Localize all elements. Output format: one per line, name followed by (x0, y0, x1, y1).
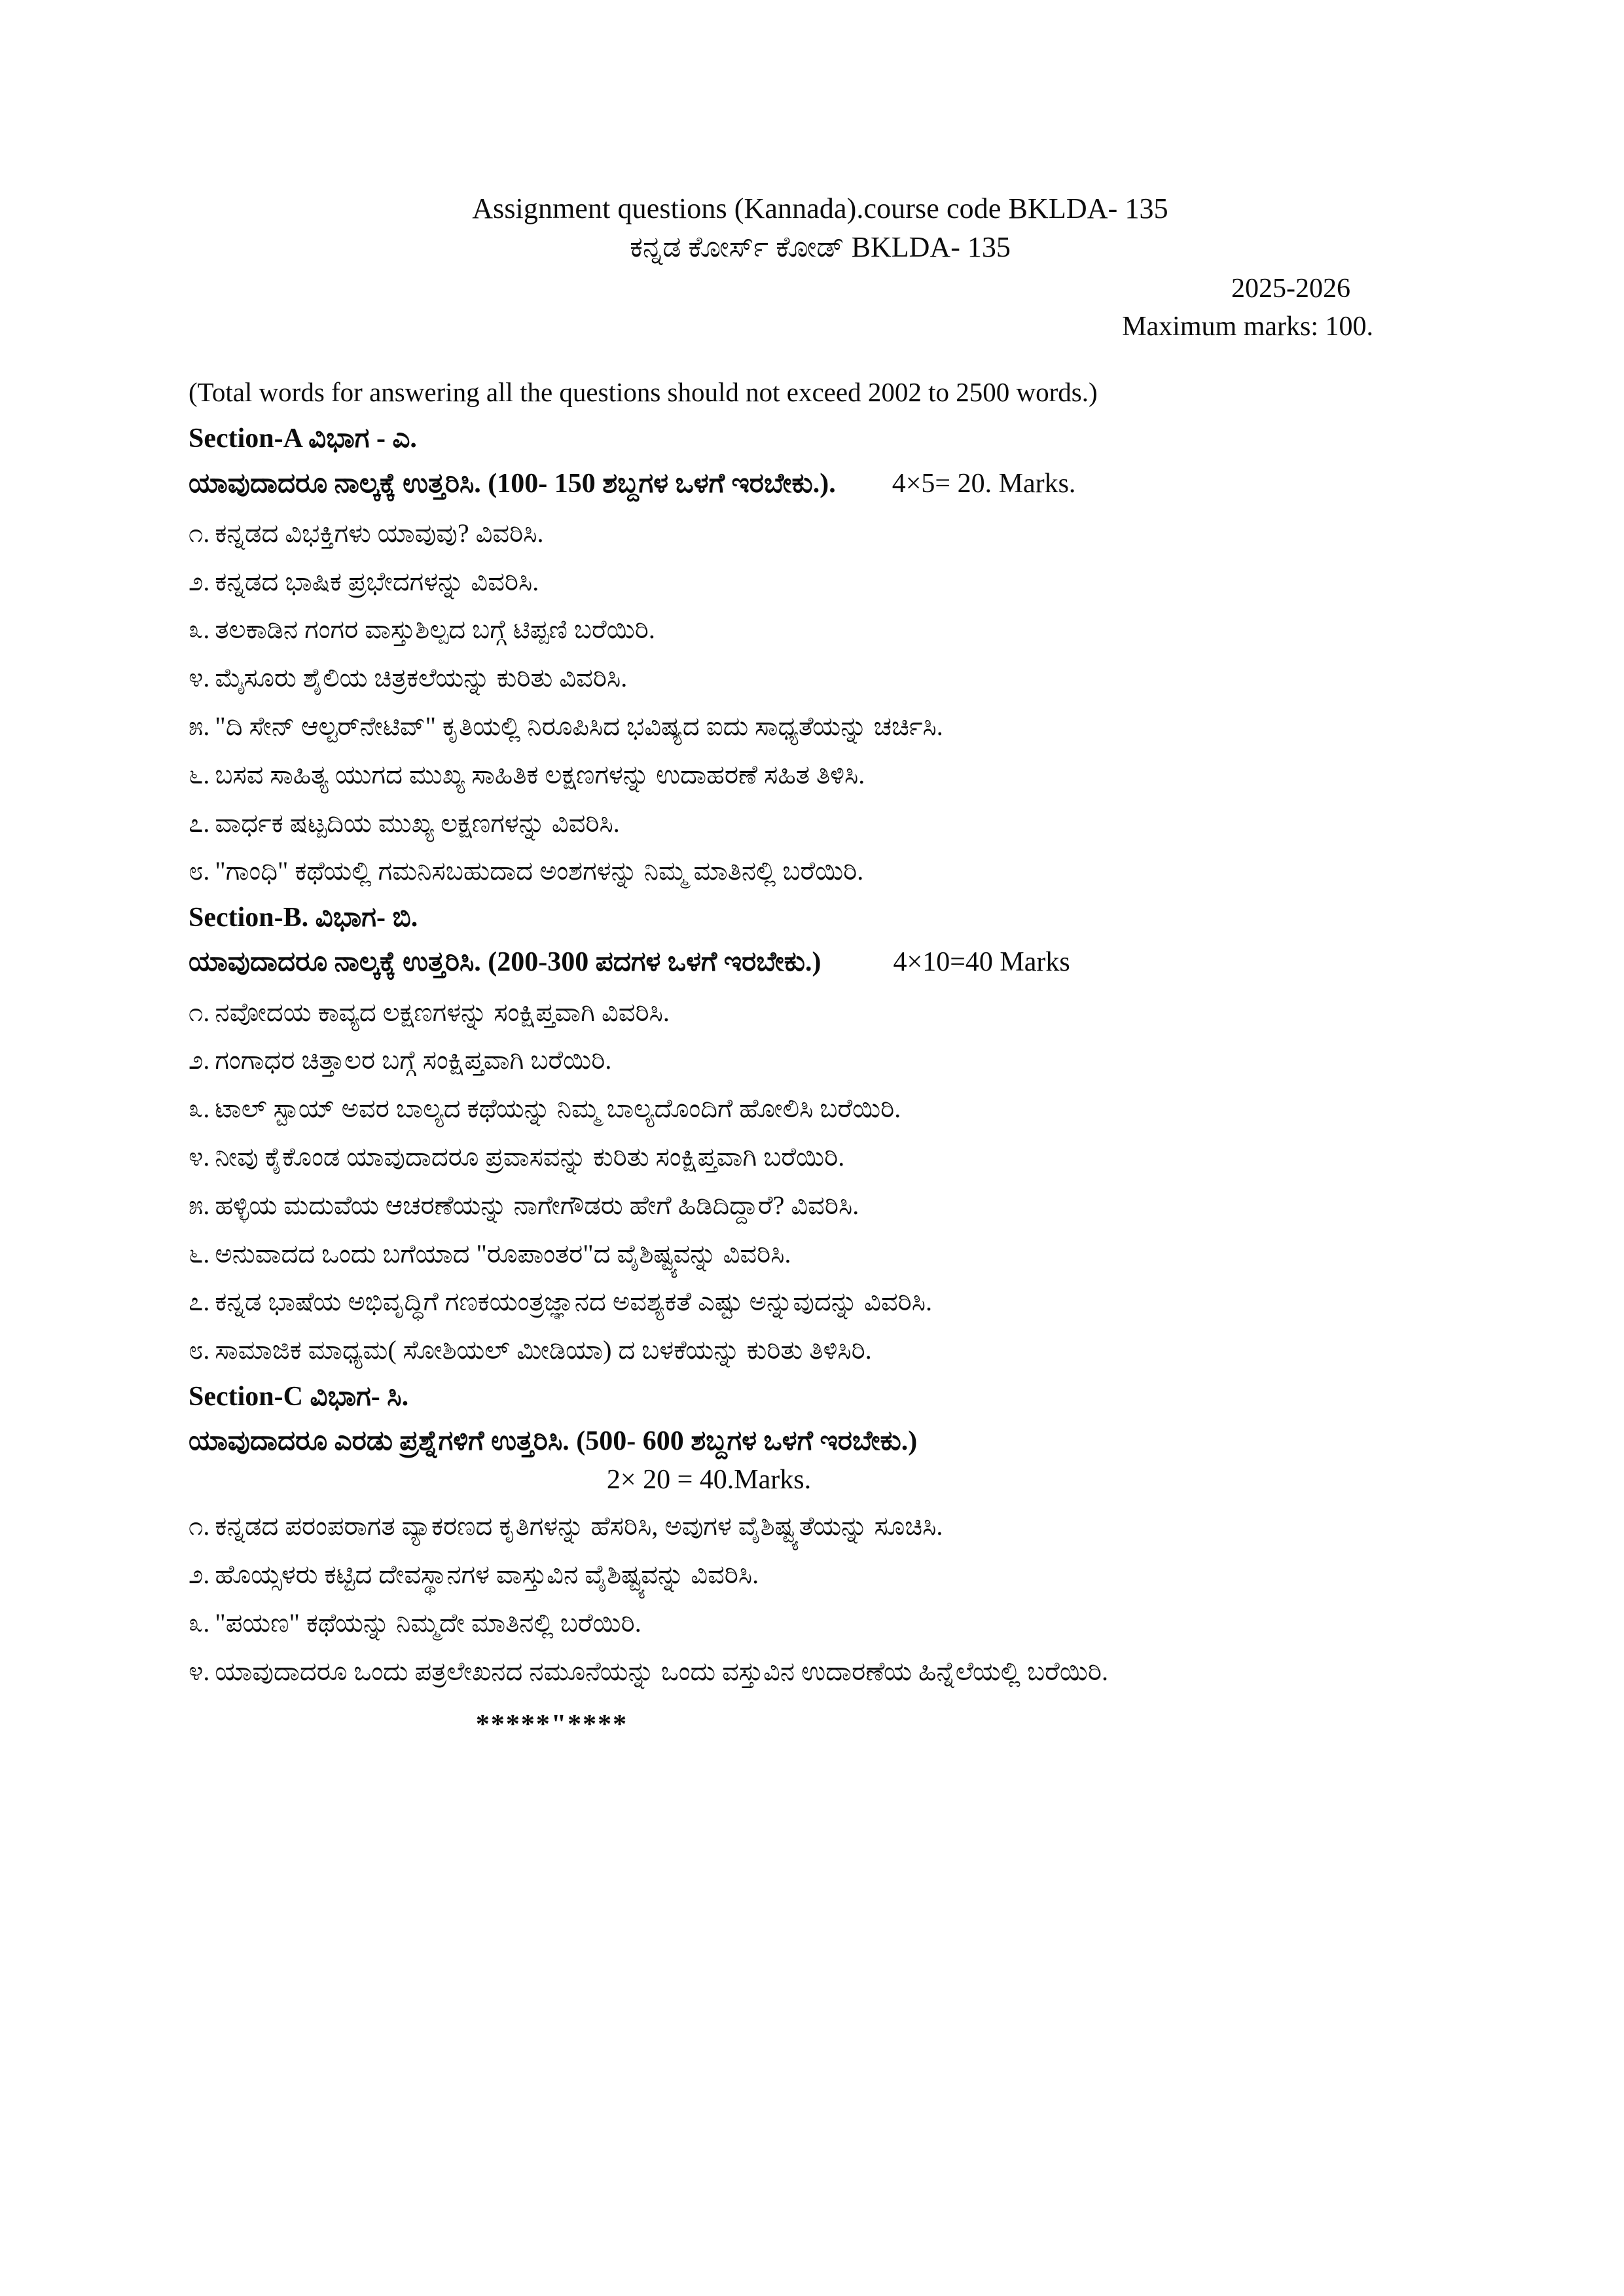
section-a-marks: 4×5= 20. Marks. (892, 468, 1076, 499)
question-text: ತಲಕಾಡಿನ ಗಂಗರ ವಾಸ್ತುಶಿಲ್ಪದ ಬಗ್ಗೆ ಟಿಪ್ಪಣಿ ಬರೆಯಿರಿ. (215, 615, 655, 645)
question-text: ನೀವು ಕೈಕೊಂಡ ಯಾವುದಾದರೂ ಪ್ರವಾಸವನ್ನು ಕುರಿತು ಸಂಕ್ಷಿಪ್ತವಾಗಿ ಬರೆಯಿರಿ. (215, 1141, 845, 1172)
question-number: ೧. (189, 1511, 210, 1541)
footer-separator: *****"**** (475, 1709, 628, 1740)
question-text: ಅನುವಾದದ ಒಂದು ಬಗೆಯಾದ "ರೂಪಾಂತರ"ದ ವೈಶಿಷ್ಟ್ಯವನ್ನು ವಿವರಿಸಿ. (215, 1238, 791, 1268)
question-number: ೬. (189, 1238, 210, 1268)
question-number: ೨. (189, 566, 210, 596)
question-text: ಕನ್ನಡದ ಪರಂಪರಾಗತ ವ್ಯಾಕರಣದ ಕೃತಿಗಳನ್ನು ಹೆಸರಿಸಿ, ಅವುಗಳ ವೈಶಿಷ್ಟ್ಯತೆಯನ್ನು ಸೂಚಿಸಿ. (215, 1511, 943, 1541)
section-b (189, 899, 1452, 1368)
question-number: ೨. (189, 1045, 210, 1075)
section-c-marks: 2× 20 = 40.Marks. (606, 1465, 812, 1496)
question-text: ನವೋದಯ ಕಾವ್ಯದ ಲಕ್ಷಣಗಳನ್ನು ಸಂಕ್ಷಿಪ್ತವಾಗಿ ವಿವರಿಸಿ. (215, 997, 670, 1027)
list-item (189, 516, 1452, 551)
list-item (189, 1606, 1452, 1641)
document-content (189, 190, 1452, 1740)
section-b-question-list (189, 996, 1452, 1368)
list-item (189, 1237, 1452, 1272)
question-text: ಮೈಸೂರು ಶೈಲಿಯ ಚಿತ್ರಕಲೆಯನ್ನು ಕುರಿತು ವಿವರಿಸಿ. (215, 663, 628, 693)
list-item (189, 565, 1452, 600)
list-item (189, 854, 1452, 889)
question-number: ೧. (189, 518, 210, 548)
list-item (189, 1189, 1452, 1223)
list-item (189, 613, 1452, 647)
maximum-marks: Maximum marks: 100. (1122, 312, 1373, 342)
list-item (189, 709, 1452, 744)
list-item (189, 1043, 1452, 1078)
question-text: ಕನ್ನಡದ ವಿಭಕ್ತಿಗಳು ಯಾವುವು? ವಿವರಿಸಿ. (215, 518, 544, 548)
section-c-rule-text: ಯಾವುದಾದರೂ ಎರಡು ಪ್ರಶ್ನೆಗಳಿಗೆ ಉತ್ತರಿಸಿ. (500- 600 ಶಬ್ದಗಳ ಒಳಗೆ ಇರಬೇಕು.) (189, 1426, 918, 1457)
question-number: ೪. (189, 1656, 210, 1686)
section-c-question-list (189, 1509, 1452, 1689)
question-text: ಕನ್ನಡ ಭಾಷೆಯ ಅಭಿವೃದ್ಧಿಗೆ ಗಣಕಯಂತ್ರಜ್ಞಾನದ ಅವಶ್ಯಕತೆ ಎಷ್ಟು ಅನ್ನುವುದನ್ನು ವಿವರಿಸಿ. (215, 1287, 933, 1317)
section-a-rule (189, 465, 1452, 503)
page-title-kannada: ಕನ್ನಡ ಕೋರ್ಸ್ ಕೋಡ್ BKLDA- 135 (630, 231, 1011, 264)
question-text: ವಾರ್ಧಕ ಷಟ್ಪದಿಯ ಮುಖ್ಯ ಲಕ್ಷಣಗಳನ್ನು ವಿವರಿಸಿ. (215, 808, 620, 838)
section-a-heading: Section-A ವಿಭಾಗ - ಎ. (189, 423, 417, 454)
section-c-heading: Section-C ವಿಭಾಗ- ಸಿ. (189, 1381, 409, 1412)
question-text: ಯಾವುದಾದರೂ ಒಂದು ಪತ್ರಲೇಖನದ ನಮೂನೆಯನ್ನು ಒಂದು ವಸ್ತುವಿನ ಉದಾರಣೆಯ ಹಿನ್ನೆಲೆಯಲ್ಲಿ ಬರೆಯಿರಿ. (215, 1656, 1108, 1686)
section-b-rule (189, 944, 1452, 981)
question-number: ೧. (189, 997, 210, 1027)
question-number: ೮. (189, 1335, 210, 1365)
question-text: ಹಳ್ಳಿಯ ಮದುವೆಯ ಆಚರಣೆಯನ್ನು ನಾಗೇಗೌಡರು ಹೇಗೆ ಹಿಡಿದಿದ್ದಾರೆ? ವಿವರಿಸಿ. (215, 1190, 859, 1220)
page-title: Assignment questions (Kannada).course code BKLDA- 135 (472, 192, 1168, 224)
total-words-note: (Total words for answering all the questions should not exceed 2002 to 2500 words.) (189, 377, 1098, 408)
question-text: "ಗಾಂಧಿ" ಕಥೆಯಲ್ಲಿ ಗಮನಿಸಬಹುದಾದ ಅಂಶಗಳನ್ನು ನಿಮ್ಮ ಮಾತಿನಲ್ಲಿ ಬರೆಯಿರಿ. (215, 856, 864, 886)
question-text: ಸಾಮಾಜಿಕ ಮಾಧ್ಯಮ( ಸೋಶಿಯಲ್ ಮೀಡಿಯಾ) ದ ಬಳಕೆಯನ್ನು ಕುರಿತು ತಿಳಿಸಿರಿ. (215, 1335, 872, 1365)
list-item (189, 1285, 1452, 1319)
question-number: ೭. (189, 808, 210, 838)
list-item (189, 996, 1452, 1030)
question-text: ಗಂಗಾಧರ ಚಿತ್ತಾಲರ ಬಗ್ಗೆ ಸಂಕ್ಷಿಪ್ತವಾಗಿ ಬರೆಯಿರಿ. (215, 1045, 612, 1075)
list-item (189, 1333, 1452, 1368)
list-item (189, 758, 1452, 793)
question-number: ೪. (189, 1141, 210, 1172)
question-number: ೪. (189, 663, 210, 693)
question-text: ಹೊಯ್ಸಳರು ಕಟ್ಟಿದ ದೇವಸ್ಥಾನಗಳ ವಾಸ್ತುವಿನ ವೈಶಿಷ್ಟ್ಯವನ್ನು ವಿವರಿಸಿ. (215, 1560, 759, 1590)
question-text: "ದಿ ಸೇನ್ ಆಲ್ಟರ್‌ನೇಟಿವ್" ಕೃತಿಯಲ್ಲಿ ನಿರೂಪಿಸಿದ ಭವಿಷ್ಯದ ಐದು ಸಾಧ್ಯತೆಯನ್ನು ಚರ್ಚಿಸಿ. (215, 711, 943, 742)
list-item (189, 1140, 1452, 1175)
list-item (189, 1655, 1452, 1689)
section-b-rule-text: ಯಾವುದಾದರೂ ನಾಲ್ಕಕ್ಕೆ ಉತ್ತರಿಸಿ. (200-300 ಪದಗಳ ಒಳಗೆ ಇರಬೇಕು.) (189, 947, 821, 978)
question-text: ಕನ್ನಡದ ಭಾಷಿಕ ಪ್ರಭೇದಗಳನ್ನು ವಿವರಿಸಿ. (215, 566, 539, 596)
list-item (189, 806, 1452, 841)
question-text: ಟಾಲ್ ಸ್ಟಾಯ್ ಅವರ ಬಾಲ್ಯದ ಕಥೆಯನ್ನು ನಿಮ್ಮ ಬಾಲ್ಯದೊಂದಿಗೆ ಹೋಲಿಸಿ ಬರೆಯಿರಿ. (215, 1094, 901, 1124)
section-c (189, 1378, 1452, 1689)
question-number: ೮. (189, 856, 210, 886)
section-a (189, 420, 1452, 889)
header-meta (189, 270, 1452, 346)
section-a-rule-text: ಯಾವುದಾದರೂ ನಾಲ್ಕಕ್ಕೆ ಉತ್ತರಿಸಿ. (100- 150 ಶಬ್ದಗಳ ಒಳಗೆ ಇರಬೇಕು.). (189, 468, 836, 499)
question-number: ೨. (189, 1560, 210, 1590)
list-item (189, 1092, 1452, 1126)
question-number: ೩. (189, 615, 210, 645)
section-b-heading: Section-B. ವಿಭಾಗ- ಬಿ. (189, 903, 418, 933)
list-item (189, 661, 1452, 696)
academic-year-value: 2025-2026 (1231, 274, 1350, 304)
list-item (189, 1509, 1452, 1544)
question-number: ೩. (189, 1607, 210, 1638)
list-item (189, 1558, 1452, 1592)
question-number: ೩. (189, 1094, 210, 1124)
academic-year (189, 270, 1373, 308)
section-a-question-list (189, 516, 1452, 889)
question-number: ೫. (189, 1190, 210, 1220)
question-text: ಬಸವ ಸಾಹಿತ್ಯ ಯುಗದ ಮುಖ್ಯ ಸಾಹಿತಿಕ ಲಕ್ಷಣಗಳನ್ನು ಉದಾಹರಣೆ ಸಹಿತ ತಿಳಿಸಿ. (215, 759, 865, 789)
question-number: ೭. (189, 1287, 210, 1317)
section-c-rule (189, 1423, 1452, 1460)
question-number: ೫. (189, 711, 210, 742)
section-b-marks: 4×10=40 Marks (893, 947, 1070, 978)
question-number: ೬. (189, 759, 210, 789)
question-text: "ಪಯಣ" ಕಥೆಯನ್ನು ನಿಮ್ಮದೇ ಮಾತಿನಲ್ಲಿ ಬರೆಯಿರಿ. (215, 1607, 641, 1638)
